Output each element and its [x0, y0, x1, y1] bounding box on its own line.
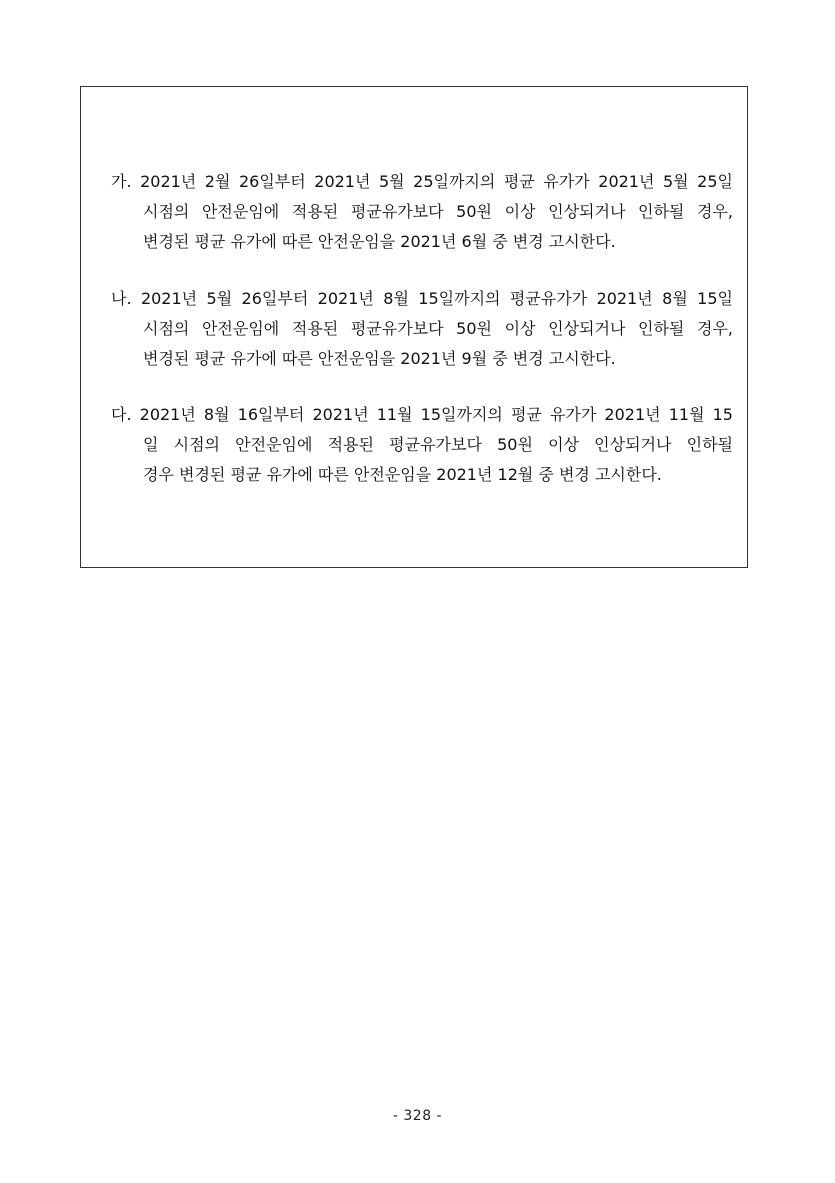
list-item-da [111, 400, 733, 490]
item-line: 시점의 안전운임에 적용된 평균유가보다 50원 이상 인상되거나 인하될 경우, [143, 319, 733, 338]
boxed-notice [80, 86, 748, 568]
item-line: 다. 2021년 8월 16일부터 2021년 11월 15일까지의 평균 유가가 2021년 11월 15 [111, 405, 733, 424]
item-line: 변경된 평균 유가에 따른 안전운임을 2021년 6월 중 변경 고시한다. [143, 232, 616, 251]
list-item-ga [111, 167, 733, 257]
item-line: 경우 변경된 평균 유가에 따른 안전운임을 2021년 12월 중 변경 고시한다. [143, 465, 662, 484]
item-line: 일 시점의 안전운임에 적용된 평균유가보다 50원 이상 인상되거나 인하될 [143, 435, 733, 454]
page-number: - 328 - [392, 1108, 443, 1124]
item-line: 변경된 평균 유가에 따른 안전운임을 2021년 9월 중 변경 고시한다. [143, 349, 616, 368]
item-line: 가. 2021년 2월 26일부터 2021년 5월 25일까지의 평균 유가가 2021년 5월 25일 [111, 172, 733, 191]
item-line: 시점의 안전운임에 적용된 평균유가보다 50원 이상 인상되거나 인하될 경우, [143, 202, 733, 221]
item-line: 나. 2021년 5월 26일부터 2021년 8월 15일까지의 평균유가가 2021년 8월 15일 [111, 289, 733, 308]
list-item-na [111, 284, 733, 374]
